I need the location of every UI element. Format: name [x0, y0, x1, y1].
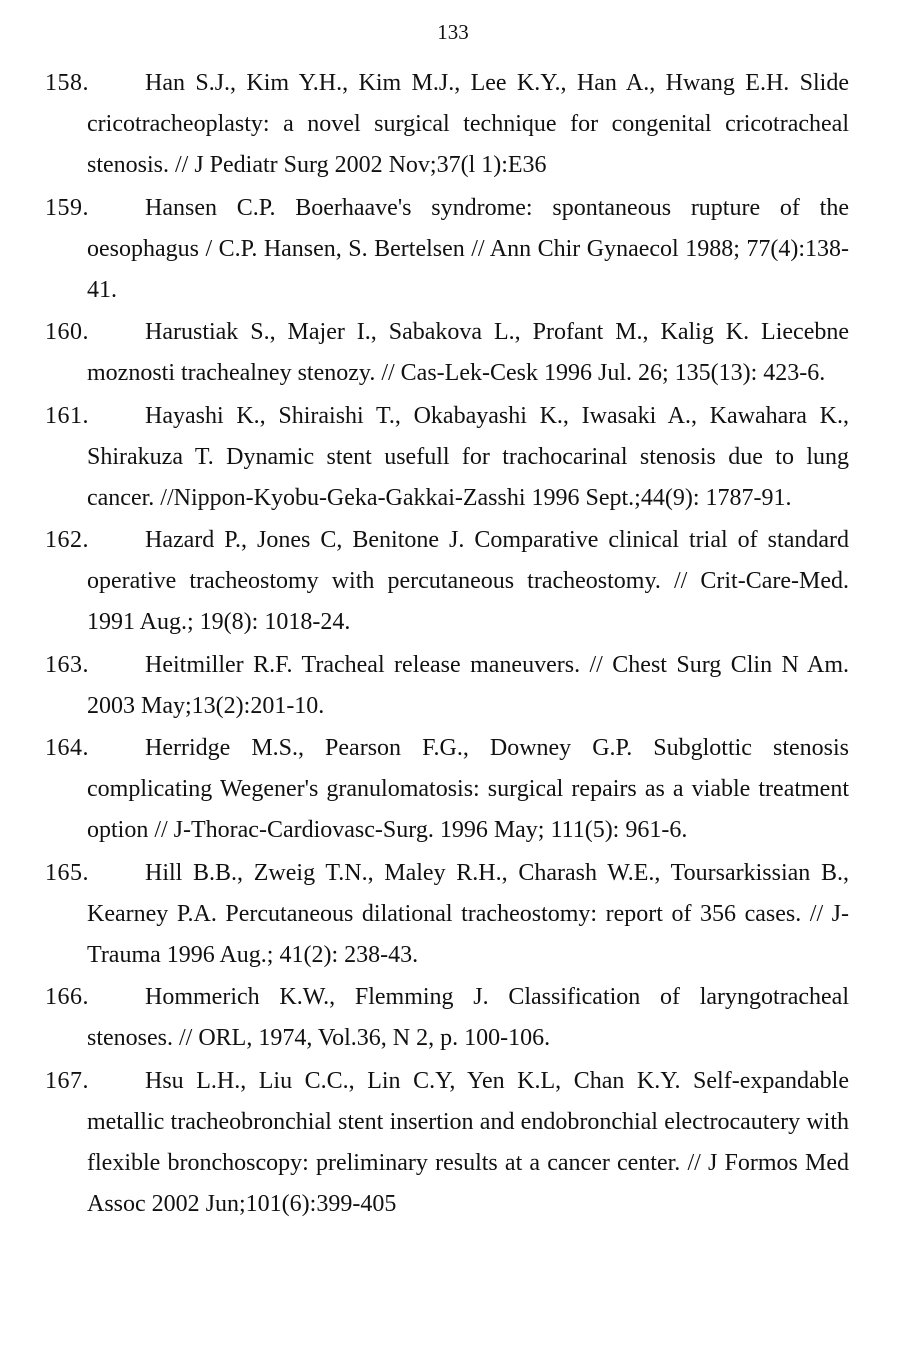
reference-item — [45, 396, 849, 519]
reference-list — [0, 63, 906, 1226]
reference-text: Hill B.B., Zweig T.N., Maley R.H., Charash W.E., Toursarkissian B., Kearney P.A. Percutaneous dilational tracheostomy: report of 356 cases. // J-Trauma 1996 Aug.; 41(2): 238-43. — [87, 859, 849, 968]
reference-text: Heitmiller R.F. Tracheal release maneuvers. // Chest Surg Clin N Am. 2003 May;13(2):201-10. — [87, 651, 849, 719]
reference-text: Hsu L.H., Liu C.C., Lin C.Y, Yen K.L, Chan K.Y. Self-expandable metallic tracheobronchial stent insertion and endobronchial electrocautery with flexible bronchoscopy: preliminary results at a cancer center. // J Formos Med Assoc 2002 Jun;101(6):399-405 — [87, 1067, 849, 1217]
reference-number: 162. — [45, 527, 89, 553]
reference-text: Harustiak S., Majer I., Sabakova L., Profant M., Kalig K. Liecebne moznosti trachealney stenozy. // Cas-Lek-Cesk 1996 Jul. 26; 135(13): 423-6. — [87, 319, 849, 386]
reference-number: 159. — [45, 194, 89, 221]
reference-item — [45, 1061, 849, 1225]
reference-number: 163. — [45, 651, 89, 678]
reference-number: 165. — [45, 859, 89, 886]
reference-item — [45, 728, 849, 851]
reference-text: Hansen C.P. Boerhaave's syndrome: spontaneous rupture of the oesophagus / C.P. Hansen, S. Bertelsen // Ann Chir Gynaecol 1988; 77(4):138-41. — [87, 194, 849, 303]
reference-item — [45, 645, 849, 727]
reference-item — [45, 520, 849, 643]
page-number: 133 — [437, 20, 469, 44]
reference-item — [45, 977, 849, 1059]
reference-item — [45, 312, 849, 394]
reference-item — [45, 853, 849, 976]
reference-number: 158. — [45, 70, 89, 96]
reference-text: Hommerich K.W., Flemming J. Classification of laryngotracheal stenoses. // ORL, 1974, Vol.36, N 2, p. 100-106. — [87, 984, 849, 1051]
reference-text: Hayashi K., Shiraishi T., Okabayashi K., Iwasaki A., Kawahara K., Shirakuza T. Dynamic stent usefull for trachocarinal stenosis due to lung cancer. //Nippon-Kyobu-Geka-Gakkai-Zasshi 1996 Sept.;44(9): 1787-91. — [87, 402, 849, 511]
reference-number: 164. — [45, 735, 89, 761]
reference-text: Hazard P., Jones C, Benitone J. Comparative clinical trial of standard operative tracheostomy with percutaneous tracheostomy. // Crit-Care-Med. 1991 Aug.; 19(8): 1018-24. — [87, 527, 849, 635]
reference-number: 160. — [45, 319, 89, 345]
reference-number: 166. — [45, 984, 89, 1010]
reference-item — [45, 63, 849, 186]
reference-text: Han S.J., Kim Y.H., Kim M.J., Lee K.Y., Han A., Hwang E.H. Slide cricotracheoplasty: a novel surgical technique for congenital cricotracheal stenosis. // J Pediatr Surg 2002 Nov;37(l 1):E36 — [87, 70, 849, 178]
reference-number: 161. — [45, 402, 89, 429]
reference-number: 167. — [45, 1067, 89, 1094]
reference-text: Herridge M.S., Pearson F.G., Downey G.P. Subglottic stenosis complicating Wegener's granulomatosis: surgical repairs as a viable treatment option // J-Thorac-Cardiovasc-Surg. 1996 May; 111(5): 961-6. — [87, 735, 849, 843]
reference-item — [45, 188, 849, 311]
